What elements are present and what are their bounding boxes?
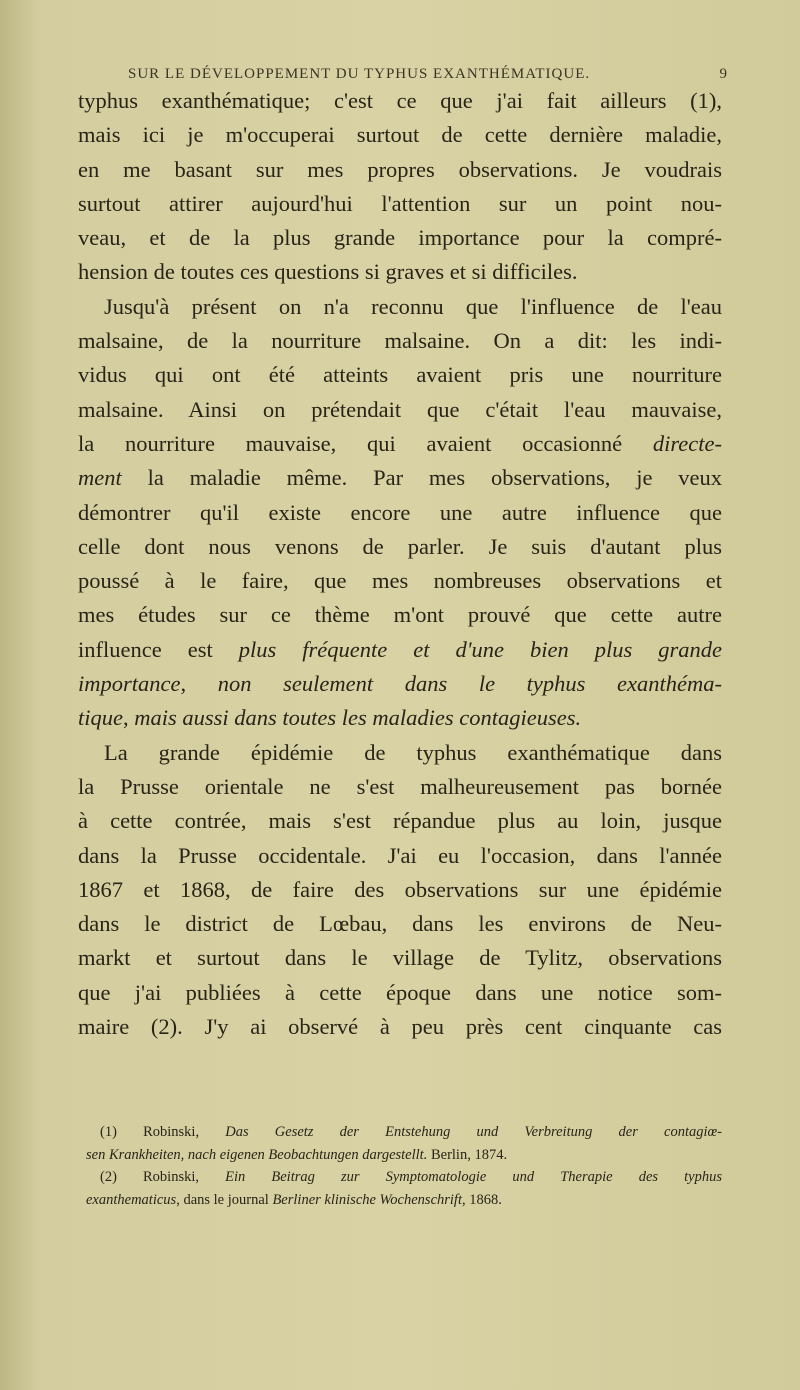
text-line	[78, 976, 722, 1010]
text-line	[78, 84, 722, 118]
text-line	[78, 187, 722, 221]
text-segment: influence est	[78, 636, 239, 662]
italic-text: exanthematicus	[86, 1191, 177, 1208]
text-segment: ,	[123, 705, 135, 731]
text-segment: la maladie même. Par mes observations, je veux	[121, 465, 722, 491]
italic-text: plus fréquente et d'une bien plus grande	[238, 636, 723, 662]
text-line	[78, 633, 722, 667]
text-line	[78, 564, 722, 598]
running-title: SUR LE DÉVELOPPEMENT DU TYPHUS EXANTHÉMATIQUE.	[128, 66, 591, 82]
text-line	[78, 667, 722, 701]
italic-text: importance	[78, 671, 181, 697]
text-segment: poussé à le faire, que mes nombreuses observations et	[78, 568, 722, 594]
text-segment: dans le district de Lœbau, dans les environs de Neu-	[78, 911, 722, 937]
text-line	[78, 1010, 722, 1044]
text-line	[78, 701, 722, 735]
text-line	[78, 804, 722, 838]
italic-text: Berliner klinische Wochenschrift	[272, 1191, 462, 1208]
text-line	[78, 461, 722, 495]
text-segment: la nourriture mauvaise, qui avaient occasionné	[78, 430, 653, 456]
body-text	[78, 84, 722, 1044]
italic-text: ment	[78, 465, 122, 491]
footnote-line	[86, 1189, 722, 1212]
text-line	[78, 941, 722, 975]
footnote-line	[86, 1144, 722, 1167]
text-segment: ,	[180, 671, 218, 697]
italic-text: Ein Beitrag zur Symptomatologie und Therapie des typhus	[225, 1169, 723, 1185]
text-segment: Jusqu'à présent on n'a reconnu que l'influence de l'eau	[104, 293, 722, 319]
text-segment: hension de toutes ces questions si graves et si difficiles.	[78, 259, 578, 285]
text-line	[78, 598, 722, 632]
text-segment: malsaine. Ainsi on prétendait que c'était l'eau mauvaise,	[78, 396, 722, 422]
text-line	[78, 839, 722, 873]
text-line	[78, 153, 722, 187]
text-segment: markt et surtout dans le village de Tylitz, observations	[78, 945, 722, 971]
running-header	[128, 66, 728, 83]
italic-text: directe-	[652, 430, 722, 456]
text-segment: vidus qui ont été atteints avaient pris une nourriture	[78, 362, 722, 388]
text-line	[78, 118, 722, 152]
text-segment: que j'ai publiées à cette époque dans une notice som-	[78, 979, 722, 1005]
text-line	[78, 873, 722, 907]
text-segment: surtout attirer aujourd'hui l'attention sur un point nou-	[78, 190, 722, 216]
italic-text: sen Krankheiten, nach eigenen Beobachtungen dargestellt.	[86, 1146, 428, 1163]
footnotes	[86, 1121, 722, 1211]
text-line	[78, 324, 722, 358]
text-segment: (2) Robinski,	[100, 1169, 226, 1185]
italic-text: non seulement dans le typhus exanthéma-	[217, 671, 722, 697]
text-line	[78, 496, 722, 530]
italic-text: mais aussi dans toutes les maladies contagieuses.	[134, 705, 582, 731]
text-segment: , 1868.	[462, 1191, 502, 1208]
text-line	[78, 736, 722, 770]
text-line	[78, 255, 722, 289]
text-segment: (1) Robinski,	[100, 1124, 226, 1140]
text-segment: La grande épidémie de typhus exanthématique dans	[104, 739, 722, 765]
text-segment: la Prusse orientale ne s'est malheureusement pas bornée	[78, 773, 722, 799]
text-segment: celle dont nous venons de parler. Je suis d'autant plus	[78, 533, 722, 559]
text-segment: typhus exanthématique; c'est ce que j'ai fait ailleurs (1),	[78, 88, 722, 113]
text-segment: démontrer qu'il existe encore une autre influence que	[78, 499, 722, 525]
text-line	[78, 427, 722, 461]
text-segment: en me basant sur mes propres observations. Je voudrais	[78, 156, 722, 182]
text-segment: dans la Prusse occidentale. J'ai eu l'occasion, dans l'année	[78, 842, 722, 868]
text-line	[78, 530, 722, 564]
footnote-line	[86, 1166, 722, 1189]
text-line	[78, 221, 722, 255]
text-line	[78, 393, 722, 427]
text-segment: maire (2). J'y ai observé à peu près cent cinquante cas	[78, 1014, 722, 1040]
text-line	[78, 770, 722, 804]
text-line	[78, 358, 722, 392]
text-segment: , dans le journal	[176, 1191, 273, 1208]
text-segment: 1867 et 1868, de faire des observations sur une épidémie	[78, 876, 722, 902]
text-segment: à cette contrée, mais s'est répandue plus au loin, jusque	[78, 808, 722, 834]
footnote-line	[86, 1121, 722, 1144]
text-line	[78, 907, 722, 941]
italic-text: Das Gesetz der Entstehung und Verbreitung der contagiœ-	[225, 1124, 723, 1140]
page-number: 9	[719, 66, 728, 82]
text-line	[78, 290, 722, 324]
text-segment: mes études sur ce thème m'ont prouvé que cette autre	[78, 602, 722, 628]
text-segment: malsaine, de la nourriture malsaine. On a dit: les indi-	[78, 328, 722, 354]
text-segment: Berlin, 1874.	[427, 1146, 508, 1163]
italic-text: tique	[78, 705, 123, 731]
text-segment: veau, et de la plus grande importance pour la compré-	[78, 225, 722, 251]
text-segment: mais ici je m'occuperai surtout de cette dernière maladie,	[78, 122, 722, 148]
